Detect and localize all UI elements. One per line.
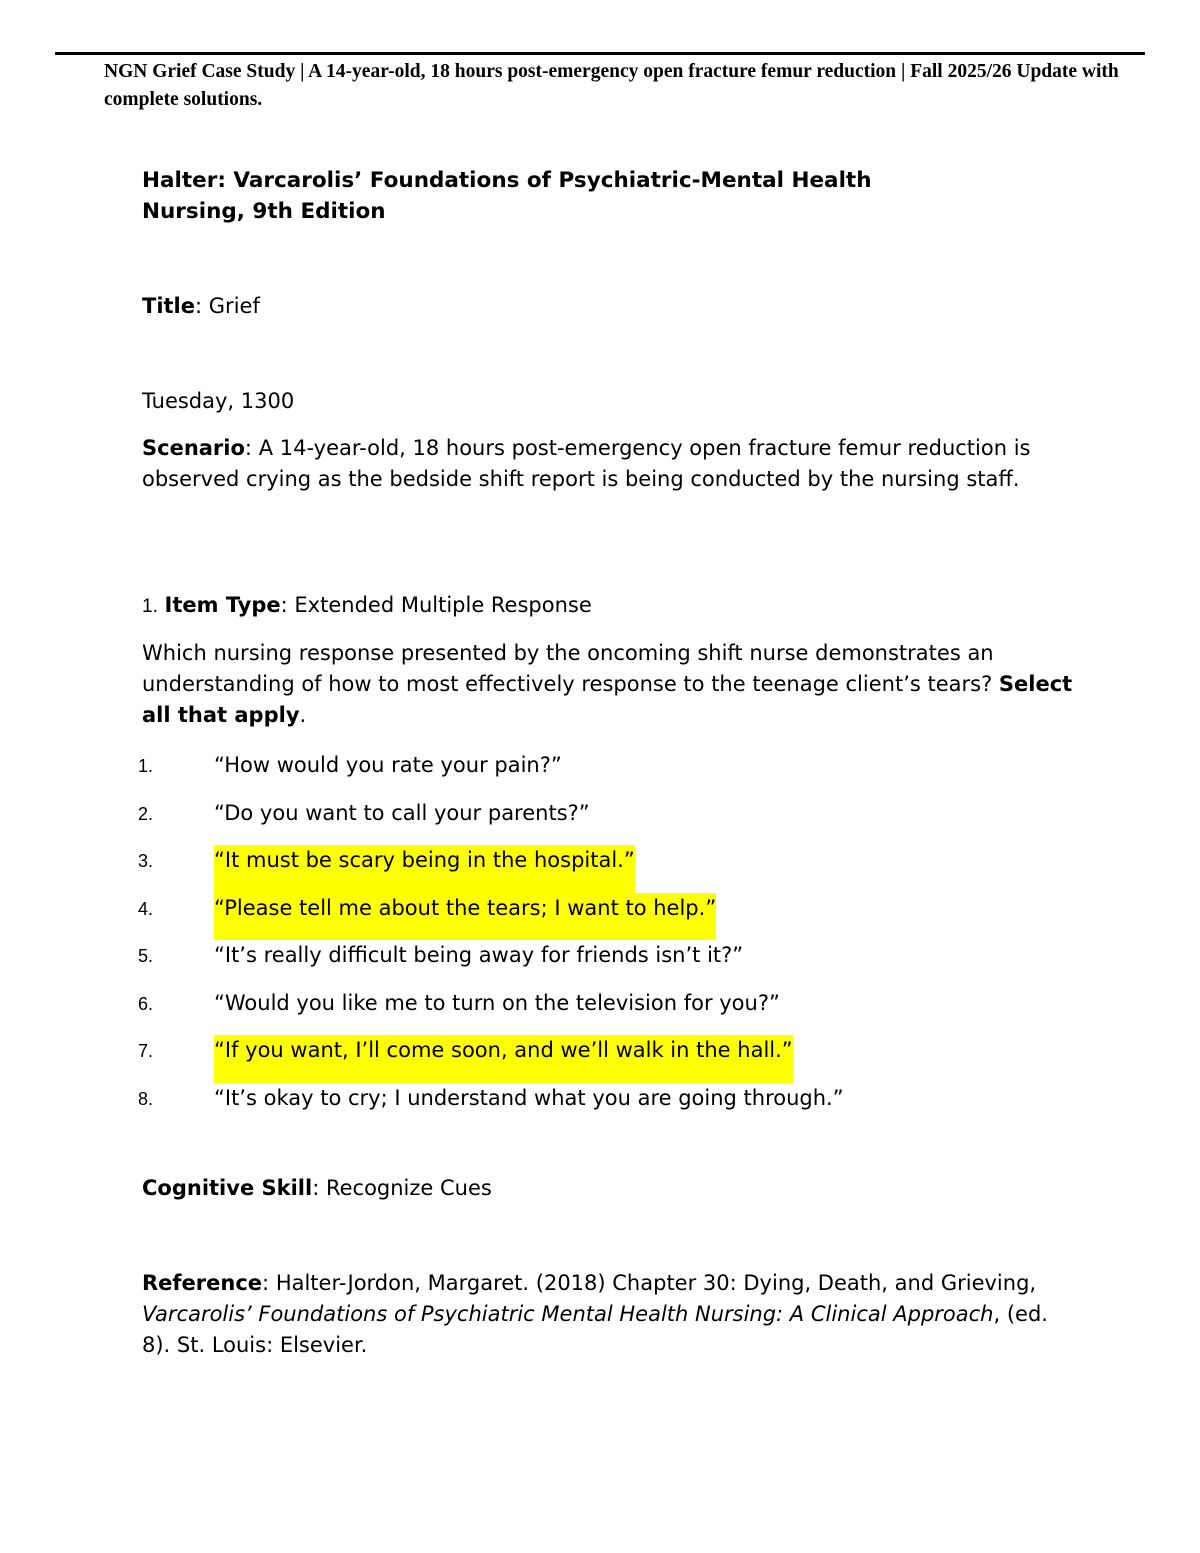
time-stamp: Tuesday, 1300 — [142, 389, 295, 413]
option-number: 5. — [138, 946, 154, 966]
cognitive-skill-label: Cognitive Skill — [142, 1176, 313, 1200]
item-number: 1. — [142, 596, 158, 617]
reference: Reference: Halter-Jordon, Margaret. (2018) Chapter 30: Dying, Death, and Grieving, Varcarolis’ Foundations of Psychiatric Mental Health Nursing: A Clinical Approach, (ed. 8). St. Louis: Elsevier. — [142, 1271, 1048, 1357]
item-type-value: Extended Multiple Response — [294, 593, 592, 617]
item-type: 1. Item Type: Extended Multiple Response — [142, 593, 592, 617]
option-number: 7. — [138, 1041, 154, 1061]
reference-text: Halter-Jordon, Margaret. (2018) Chapter 30: Dying, Death, and Grieving, — [275, 1271, 1037, 1295]
cognitive-skill: Cognitive Skill: Recognize Cues — [142, 1176, 492, 1200]
reference-label: Reference — [142, 1271, 263, 1295]
book-title-line-1: Halter: Varcarolis’ Foundations of Psychiatric-Mental Health — [142, 168, 872, 193]
answer-option — [138, 845, 1038, 893]
option-number: 3. — [138, 851, 154, 871]
option-text-highlighted: “It must be scary being in the hospital.” — [214, 845, 635, 893]
cognitive-skill-value: Recognize Cues — [325, 1176, 492, 1200]
option-text: “Do you want to call your parents?” — [214, 800, 590, 825]
answer-option — [138, 893, 1038, 941]
scenario-label: Scenario — [142, 436, 245, 460]
item-type-label: Item Type — [164, 593, 281, 617]
question-stem: Which nursing response presented by the oncoming shift nurse demonstrates an understanding of how to most effectively response to the teenage client’s tears? Select all that apply. — [142, 641, 1073, 727]
option-number: 6. — [138, 993, 154, 1014]
option-number: 2. — [138, 803, 154, 824]
book-title-line-2: Nursing, 9th Edition — [142, 199, 386, 224]
option-text-highlighted: “If you want, I’ll come soon, and we’ll walk in the hall.” — [214, 1035, 793, 1083]
answer-option — [138, 1083, 1038, 1131]
scenario: Scenario: A 14-year-old, 18 hours post-emergency open fracture femur reduction is observed crying as the bedside shift report is being conducted by the nursing staff. — [142, 436, 1031, 491]
question-text: Which nursing response presented by the oncoming shift nurse demonstrates an understanding of how to most effectively response to the teenage client’s tears? — [142, 641, 994, 696]
header-rule — [55, 52, 1145, 55]
document-header: NGN Grief Case Study | A 14-year-old, 18 hours post-emergency open fracture femur reduction | Fall 2025/26 Update with complete solutions. — [104, 61, 1119, 110]
option-number: 8. — [138, 1088, 154, 1109]
option-text: “How would you rate your pain?” — [214, 753, 562, 777]
option-text: “It’s okay to cry; I understand what you are going through.” — [214, 1085, 844, 1110]
reference-publication: , (ed. 8). St. Louis: Elsevier. — [142, 1302, 1048, 1357]
answer-option — [138, 798, 1038, 846]
case-title: Title: Grief — [142, 294, 260, 318]
option-text: “Would you like me to turn on the television for you?” — [214, 990, 780, 1015]
select-all-instruction: Select all that apply — [142, 672, 1073, 727]
answer-option — [138, 988, 1038, 1036]
answer-options — [138, 750, 1038, 1130]
answer-option — [138, 940, 1038, 988]
title-label: Title — [142, 294, 196, 318]
reference-book-title: Varcarolis’ Foundations of Psychiatric Mental Health Nursing: A Clinical Approach — [142, 1302, 994, 1326]
option-text-highlighted: “Please tell me about the tears; I want to help.” — [214, 893, 716, 941]
answer-option — [138, 750, 1038, 798]
book-title — [142, 165, 1042, 227]
option-number: 4. — [138, 898, 154, 919]
title-value: Grief — [208, 294, 260, 318]
answer-option — [138, 1035, 1038, 1083]
scenario-text: A 14-year-old, 18 hours post-emergency open fracture femur reduction is observed crying as the bedside shift report is being conducted by the nursing staff. — [142, 436, 1031, 491]
option-number: 1. — [138, 756, 154, 776]
option-text: “It’s really difficult being away for friends isn’t it?” — [214, 943, 744, 967]
